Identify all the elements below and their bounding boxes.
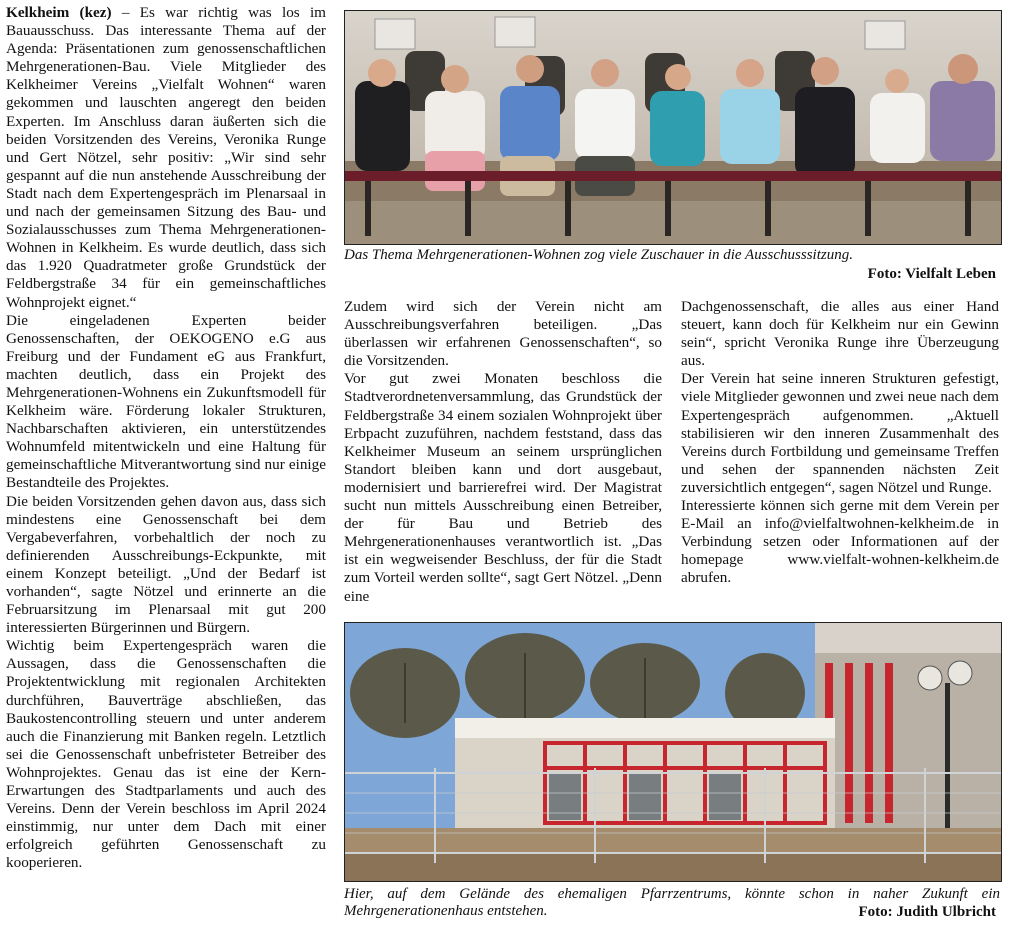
caption-text: Hier, auf dem Gelände des ehemaligen Pfarrzentrums, könnte schon in naher Zukunft ein Mehrgenerationenhaus entstehen.: [344, 886, 1000, 919]
article-paragraph: Zudem wird sich der Verein nicht am Ausschreibungsverfahren beteiligen. „Das überlassen wir erfahrenen Genossenschaften“, so die Vorsitzenden.: [344, 298, 662, 370]
article-paragraph: Wichtig beim Expertengespräch waren die Aussagen, dass die Genossenschaften die Projektentwicklung mit regionalen Architekten durchführen, Bauverträge abschließen, das Baukostencontrolling steuern und unter anderem auch die Finanzierung mit Banken regeln. Letztlich sei die Genossenschaft unbefristeter Betreiber des Wohnprojektes. Genau das ist eine der Kern-Erwartungen des Stadtparlaments und auch des Vereins. Denn der Verein beschloss im April 2024 einstimmig, nur unter dem Dach mit einer erfolgreich geführten Genossenschaft zu kooperieren.: [6, 637, 326, 872]
building-illustration: [345, 623, 1001, 881]
photo-credit: Foto: Judith Ulbricht: [858, 904, 996, 920]
photo-caption-1: [344, 247, 1000, 282]
article-paragraph: Die eingeladenen Experten beider Genossenschaften, der OEKOGENO e.G aus Freiburg und der Fundament eG aus Frankfurt, machten deutlich, dass ein Projekt des Mehrgenerationen-Wohnens ein Zukunftsmodell für Kelkheim wäre. Förderung lokaler Strukturen, Nachbarschaften aktivieren, ein unterstützendes Wohnumfeld mitentwickeln und eine Haltung für gemeinschaftliche Mitverantwortung sind nur einige Bestandteile des Projektes.: [6, 311, 326, 492]
article-paragraph: Interessierte können sich gerne mit dem Verein per E-Mail an info@vielfaltwohnen-kelkheim.de in Verbindung setzen oder Informationen auf der homepage www.vielfalt-wohnen-kelkheim.de abrufen.: [681, 497, 999, 587]
article-paragraph: Dachgenossenschaft, die alles aus einer Hand steuert, kann doch für Kelkheim nur ein Gewinn sein“, spricht Veronika Runge ihre Überzeugung aus.: [681, 298, 999, 370]
audience-photo: [344, 10, 1002, 245]
article-column-3: [681, 298, 999, 588]
dateline: Kelkheim (kez): [6, 4, 112, 21]
article-paragraph: Die beiden Vorsitzenden gehen davon aus, dass sich mindestens eine Genossenschaft bei dem Vergabeverfahren, vorbehaltlich der noch zu definierenden Ausschreibungs-Eckpunkte, mit einem Konzept beteiligt. „Und der Bedarf ist vorhanden“, sagte Nötzel und erinnerte an die Februarsitzung im Plenarsaal mit gut 200 interessierten Bürgerinnen und Bürgern.: [6, 492, 326, 637]
audience-illustration: [345, 11, 1001, 244]
article-column-1: [6, 4, 326, 873]
article-column-2: [344, 298, 662, 606]
paragraph-text: – Es war richtig was los im Bauausschuss. Das interessante Thema auf der Agenda: Präsentationen zum genossenschaftlichen Mehrgenerationen-Bau. Viele Mitglieder des Kelkheimer Vereins „Vielfalt Wohnen“ waren gekommen und lauschten angeregt den beiden Experten. Im Anschluss daran äußerten sich die beiden Vorsitzenden des Vereins, Veronika Runge und Gert Nötzel, sehr positiv: „Wir sind sehr gespannt auf die nun anstehende Ausschreibung der Stadt nach dem Expertengespräch im Plenarsaal in und nach der gemeinsamen Sitzung des Bau- und Sozialausschusses zum Thema Mehrgenerationen-Wohnen in Kelkheim. Es wurde deutlich, dass sich das 1.920 Quadratmeter große Grundstück der Feldbergstraße 34 für ein gemeinschaftliches Wohnprojekt eignet.“: [6, 4, 326, 311]
photo-credit: Foto: Vielfalt Leben: [867, 266, 996, 282]
article-paragraph: Vor gut zwei Monaten beschloss die Stadtverordnetenversammlung, das Grundstück der Feldbergstraße 34 einem sozialen Wohnprojekt über Erbpacht zuzuführen, nachdem feststand, dass das Kelkheimer Museum an seinem ursprünglichen Standort bleiben kann und dort ausgebaut, modernisiert und barrierefrei wird. Der Magistrat sucht nun mittels Ausschreibung einen Betreiber, der für Bau und Betrieb des Mehrgenerationenhauses verantwortlich ist. „Das ist ein wegweisender Beschluss, der für die Stadt zum Vorteil werden sollte“, sagt Gert Nötzel. „Denn eine: [344, 370, 662, 605]
building-photo: [344, 622, 1002, 882]
caption-text: Das Thema Mehrgenerationen-Wohnen zog viele Zuschauer in die Ausschusssitzung.: [344, 247, 853, 263]
article-paragraph: [6, 4, 326, 312]
photo-caption-2: [344, 886, 1000, 920]
article-paragraph: Der Verein hat seine inneren Strukturen gefestigt, viele Mitglieder gewonnen und zwei neue nach dem Expertengespräch aufgenommen. „Aktuell stabilisieren wir den inneren Zusammenhalt des Vereins durch Fortbildung und gemeinsame Treffen und sehen der spannenden nächsten Zeit zuversichtlich entgegen“, sagen Nötzel und Runge.: [681, 370, 999, 496]
